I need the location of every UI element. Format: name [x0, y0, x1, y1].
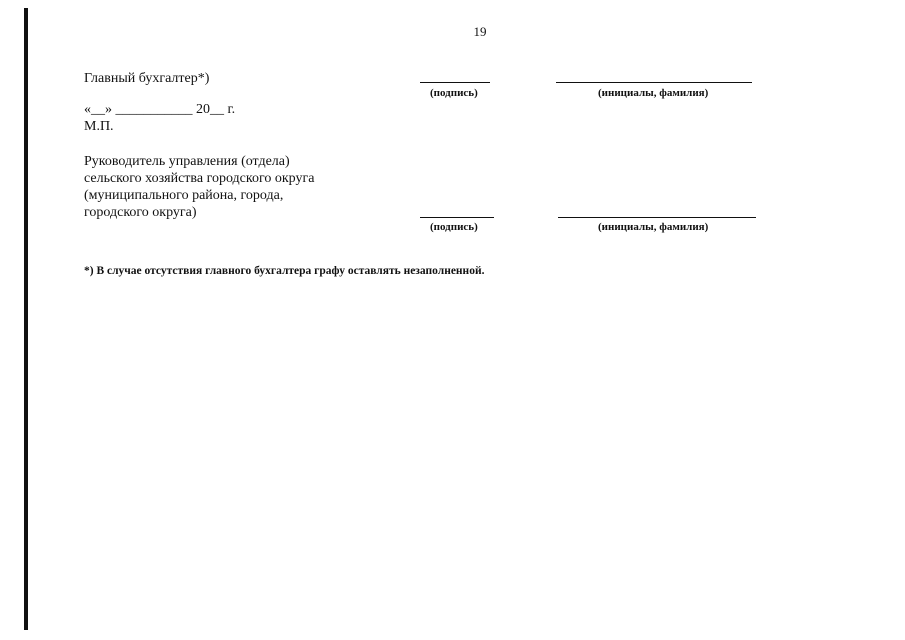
chief-accountant-label: Главный бухгалтер*)	[84, 71, 210, 86]
left-margin-bar	[24, 8, 28, 630]
head-title-line-4: городского округа)	[84, 205, 197, 220]
name-caption: (инициалы, фамилия)	[598, 221, 709, 233]
signature-caption: (подпись)	[430, 221, 478, 233]
signature-line	[420, 217, 494, 218]
head-title-line-1: Руководитель управления (отдела)	[84, 154, 290, 169]
head-title-line-3: (муниципального района, города,	[84, 188, 284, 203]
name-line	[556, 82, 752, 83]
signature-caption: (подпись)	[430, 87, 478, 99]
footnote: *) В случае отсутствия главного бухгалтера графу оставлять незаполненной.	[84, 265, 485, 277]
head-title-line-2: сельского хозяйства городского округа	[84, 171, 315, 186]
name-caption: (инициалы, фамилия)	[598, 87, 709, 99]
name-line	[558, 217, 756, 218]
signature-line	[420, 82, 490, 83]
page-number: 19	[473, 24, 487, 39]
stamp-label: М.П.	[84, 119, 114, 134]
date-line: «__» ___________ 20__ г.	[84, 102, 236, 117]
